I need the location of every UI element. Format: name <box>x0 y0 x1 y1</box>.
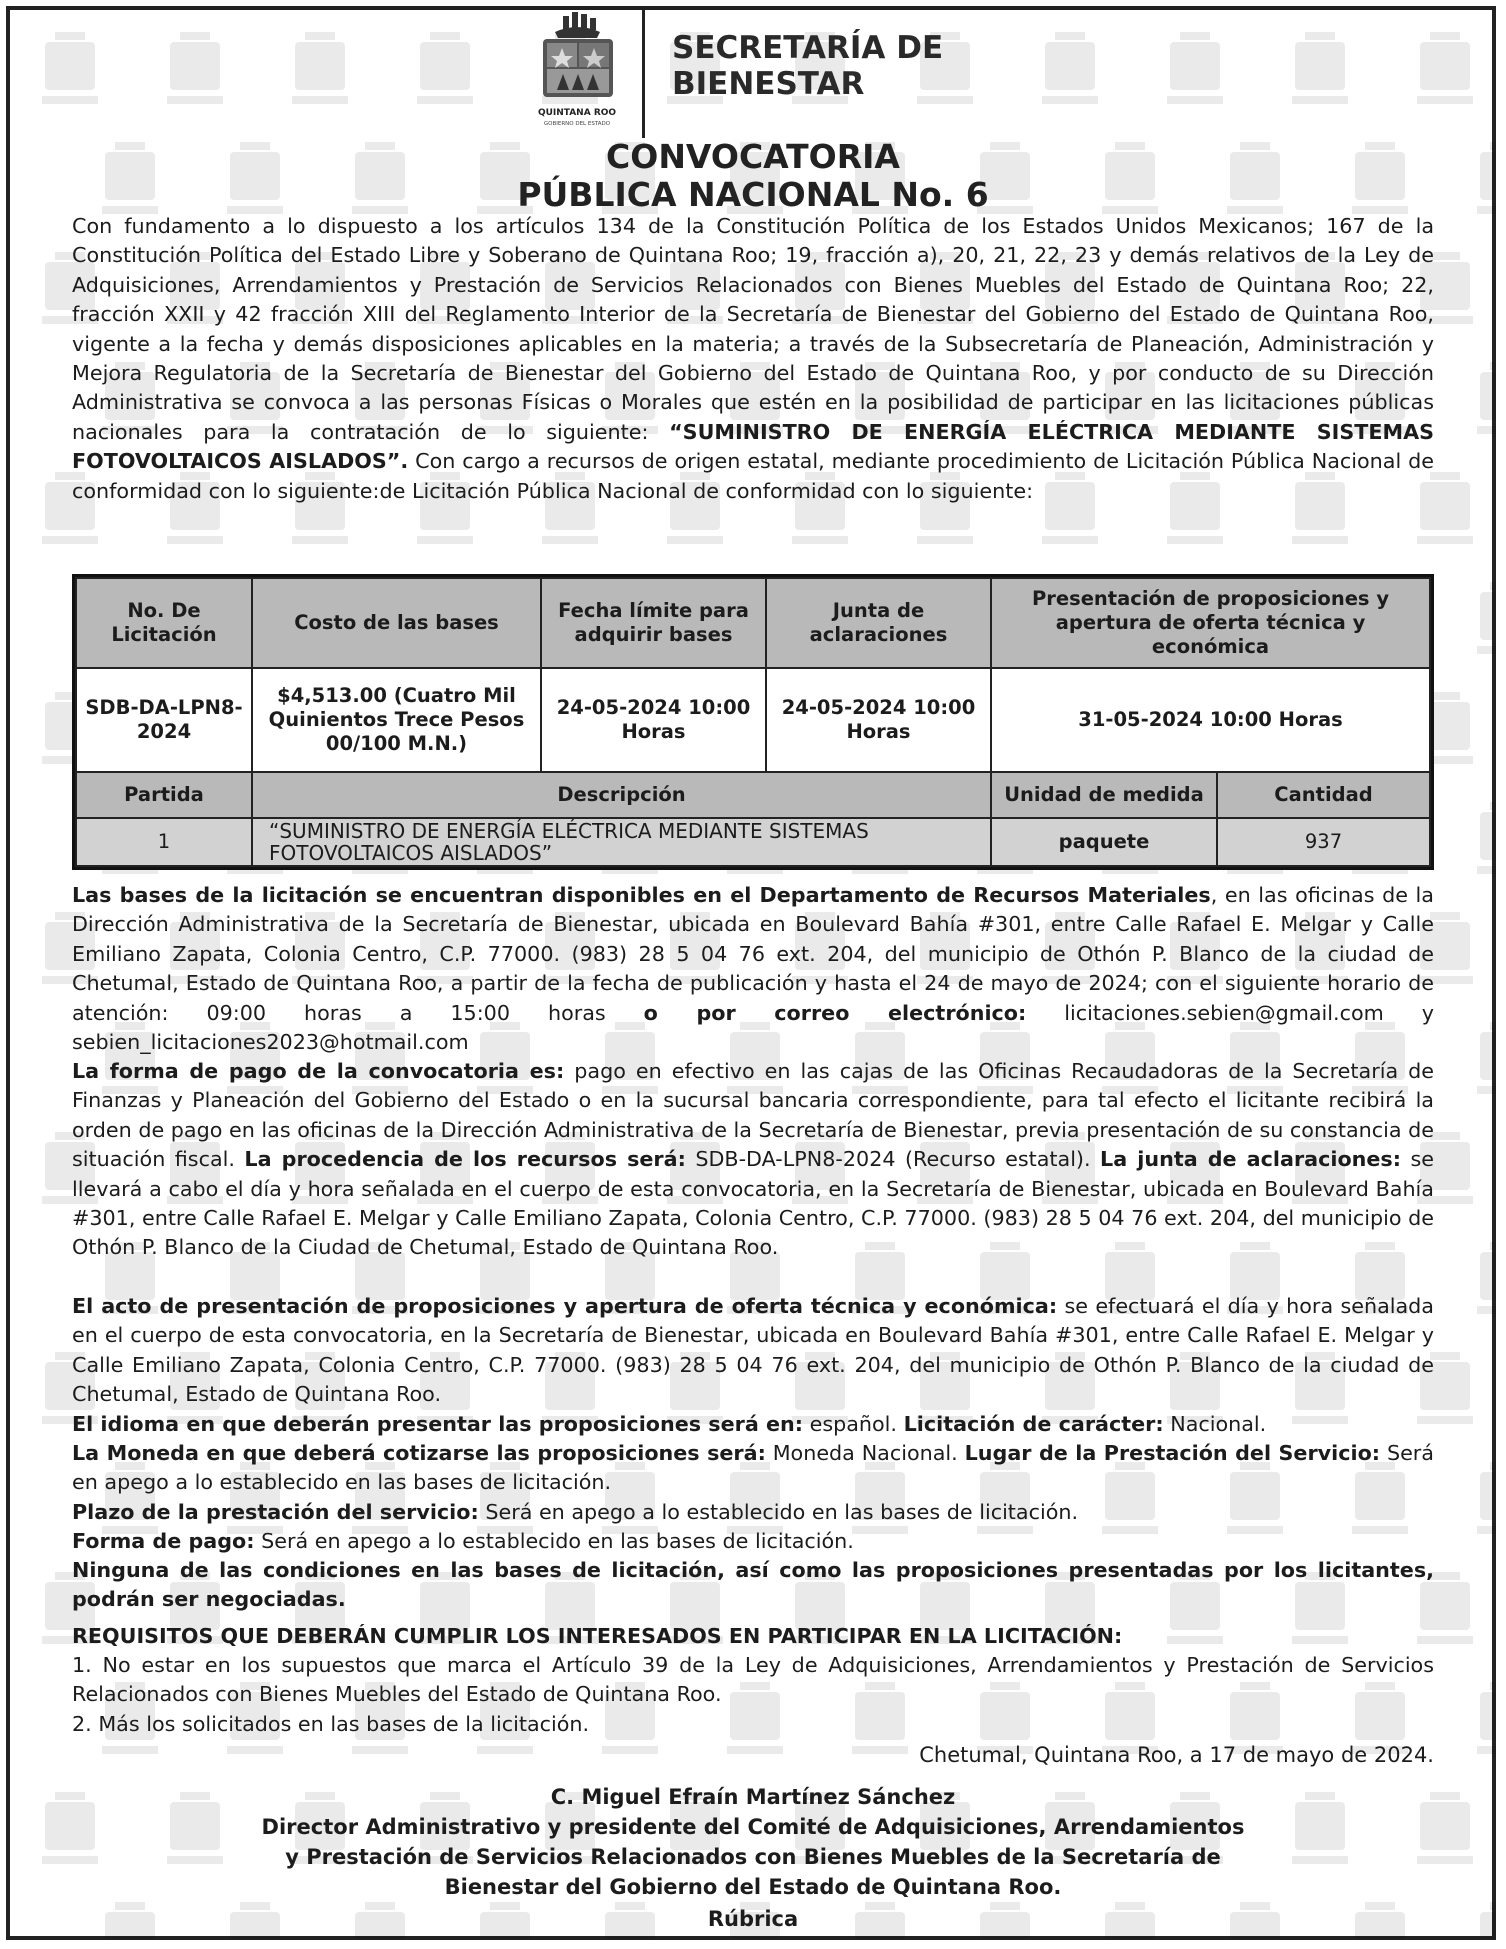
header-fecha-limite: Fecha límite para adquirir bases <box>541 578 766 668</box>
watermark-emblem-icon <box>1465 1680 1496 1770</box>
header-descripcion: Descripción <box>252 772 991 818</box>
signer-role-line-1: Director Administrativo y presidente del Comité de Adquisiciones, Arrendamientos <box>261 1815 1245 1839</box>
watermark-emblem-icon <box>405 30 485 120</box>
cell-licitacion: SDB-DA-LPN8-2024 <box>76 668 252 772</box>
header-cantidad: Cantidad <box>1217 772 1430 818</box>
state-coat-of-arms-logo <box>525 12 630 130</box>
watermark-emblem-icon <box>1155 30 1235 120</box>
cell-partida: 1 <box>76 818 252 866</box>
watermark-emblem-icon <box>1465 1460 1496 1550</box>
header-divider <box>642 10 645 138</box>
cell-unidad: paquete <box>991 818 1217 866</box>
watermark-emblem-icon <box>1465 1240 1496 1330</box>
table-row <box>76 668 1430 772</box>
negotiation-paragraph: Ninguna de las condiciones en las bases de licitación, así como las proposiciones presentadas por los licitantes, podrán ser negociadas. <box>72 1558 1434 1612</box>
cell-fecha-limite: 24-05-2024 10:00 Horas <box>541 668 766 772</box>
watermark-emblem-icon <box>1280 30 1360 120</box>
header-presentacion: Presentación de proposiciones y apertura de oferta técnica y económica <box>991 578 1430 668</box>
signer-role-line-2: y Prestación de Servicios Relacionados con Bienes Muebles de la Secretaría de <box>285 1845 1221 1869</box>
cell-presentacion: 31-05-2024 10:00 Horas <box>991 668 1430 772</box>
cell-junta: 24-05-2024 10:00 Horas <box>766 668 991 772</box>
watermark-emblem-icon <box>1465 140 1496 230</box>
watermark-emblem-icon <box>1465 580 1496 670</box>
watermark-emblem-icon <box>1465 800 1496 890</box>
header-costo: Costo de las bases <box>252 578 541 668</box>
header-licitacion: No. De Licitación <box>76 578 252 668</box>
cell-costo: $4,513.00 (Cuatro Mil Quinientos Trece Pesos 00/100 M.N.) <box>252 668 541 772</box>
signer-role-line-3: Bienestar del Gobierno del Estado de Quintana Roo. <box>444 1875 1062 1899</box>
table-header-row <box>76 578 1430 668</box>
term-paragraph: Plazo de la prestación del servicio: Será en apego a lo establecido en las bases de licitación. <box>72 1500 1079 1524</box>
payment-form-paragraph: Forma de pago: Será en apego a lo establecido en las bases de licitación. <box>72 1529 854 1553</box>
watermark-emblem-icon <box>280 30 360 120</box>
watermark-emblem-icon <box>155 30 235 120</box>
svg-text:QUINTANA ROO: QUINTANA ROO <box>537 108 617 118</box>
page-header <box>525 8 1125 133</box>
watermark-emblem-icon <box>30 30 110 120</box>
signer-name: C. Miguel Efraín Martínez Sánchez <box>550 1785 956 1809</box>
organization-name: SECRETARÍA DE BIENESTAR <box>672 30 944 102</box>
requirement-2: 2. Más los solicitados en las bases de la licitación. <box>72 1712 590 1736</box>
bases-paragraph: Las bases de la licitación se encuentran disponibles en el Departamento de Recursos Materiales, en las oficinas de la Dirección Administrativa de la Secretaría de Bienestar, ubicada en Boulevard Bahía #301, entre Calle Rafael E. Melgar y Calle Emiliano Zapata, Colonia Centro, C.P. 77000. (983) 28 5 04 76 ext. 204, del municipio de Othón P. Blanco de la ciudad de Chetumal, Estado de Quintana Roo, a partir de la fecha de publicación y hasta el 24 de mayo de 2024; con el siguiente horario de atención: 09:00 horas a 15:00 horas o por correo electrónico: licitaciones.sebien@gmail.com y sebien_licitaciones2023@hotmail.com <box>72 883 1434 1055</box>
presentation-paragraph: El acto de presentación de proposiciones y apertura de oferta técnica y económica: se efectuará el día y hora señalada en el cuerpo de esta convocatoria, en la Secretaría de Bienestar, ubicada en Boulevard Bahía #301, entre Calle Rafael E. Melgar y Calle Emiliano Zapata, Colonia Centro, C.P. 77000. (983) 28 5 04 76 ext. 204, del municipio de Othón P. Blanco de la ciudad de Chetumal, Estado de Quintana Roo. <box>72 1294 1434 1407</box>
cell-descripcion: “SUMINISTRO DE ENERGÍA ELÉCTRICA MEDIANTE SISTEMAS FOTOVOLTAICOS AISLADOS” <box>252 818 991 866</box>
table-item-row <box>76 818 1430 866</box>
convocatoria-subtitle: PÚBLICA NACIONAL No. 6 <box>517 175 989 214</box>
header-unidad: Unidad de medida <box>991 772 1217 818</box>
watermark-emblem-icon <box>1465 1900 1496 1939</box>
header-partida: Partida <box>76 772 252 818</box>
rubrica-label: Rúbrica <box>707 1907 799 1931</box>
place-date: Chetumal, Quintana Roo, a 17 de mayo de 2024. <box>919 1743 1434 1767</box>
payment-paragraph: La forma de pago de la convocatoria es: pago en efectivo en las cajas de las Oficinas Recaudadoras de la Secretaría de Finanzas y Planeación del Gobierno del Estado o en la sucursal bancaria correspondiente, para tal efecto el licitante recibirá la orden de pago en las oficinas de la Dirección Administrativa de la Secretaría de Bienestar, previa presentación de su constancia de situación fiscal. La procedencia de los recursos será: SDB-DA-LPN8-2024 (Recurso estatal). La junta de aclaraciones: se llevará a cabo el día y hora señalada en el cuerpo de esta convocatoria, en la Secretaría de Bienestar, ubicada en Boulevard Bahía #301, entre Calle Rafael E. Melgar y Calle Emiliano Zapata, Colonia Centro, C.P. 77000. (983) 28 5 04 76 ext. 204, del municipio de Othón P. Blanco de la Ciudad de Chetumal, Estado de Quintana Roo. <box>72 1059 1435 1260</box>
language-paragraph: El idioma en que deberán presentar las proposiciones será en: español. Licitación de carácter: Nacional. <box>72 1412 1267 1436</box>
watermark-emblem-icon <box>1465 1020 1496 1110</box>
convocatoria-title: CONVOCATORIA <box>606 137 900 176</box>
requirements-title: REQUISITOS QUE DEBERÁN CUMPLIR LOS INTERESADOS EN PARTICIPAR EN LA LICITACIÓN: <box>72 1624 1123 1648</box>
currency-paragraph: La Moneda en que deberá cotizarse las proposiciones será: Moneda Nacional. Lugar de la Prestación del Servicio: Será en apego a lo establecido en las bases de licitación. <box>72 1441 1434 1495</box>
intro-paragraph: Con fundamento a lo dispuesto a los artículos 134 de la Constitución Política de los Estados Unidos Mexicanos; 167 de la Constitución Política del Estado Libre y Soberano de Quintana Roo; 19, fracción a), 20, 21, 22, 23 y demás relativos de la Ley de Adquisiciones, Arrendamientos y Prestación de Servicios Relacionados con Bienes Muebles del Estado de Quintana Roo; 22, fracción XXII y 42 fracción XIII del Reglamento Interior de la Secretaría de Bienestar del Gobierno del Estado de Quintana Roo, vigente a la fecha y demás disposiciones aplicables en la materia; a través de la Subsecretaría de Planeación, Administración y Mejora Regulatoria de la Secretaría de Bienestar del Gobierno del Estado de Quintana Roo, y por conducto de su Dirección Administrativa se convoca a las personas Físicas o Morales que estén en la posibilidad de participar en las licitaciones públicas nacionales para la contratación de lo siguiente: “SUMINISTRO DE ENERGÍA ELÉCTRICA MEDIANTE SISTEMAS FOTOVOLTAICOS AISLADOS”. Con cargo a recursos de origen estatal, mediante procedimiento de Licitación Pública Nacional de conformidad con lo siguiente:de Licitación Pública Nacional de conformidad con lo siguiente: <box>72 214 1434 503</box>
header-junta: Junta de aclaraciones <box>766 578 991 668</box>
watermark-emblem-icon <box>1465 360 1496 450</box>
table-header-row-2 <box>76 772 1430 818</box>
bid-table <box>72 574 1434 870</box>
watermark-emblem-icon <box>1405 30 1485 120</box>
cell-cantidad: 937 <box>1217 818 1430 866</box>
requirement-1: 1. No estar en los supuestos que marca el Artículo 39 de la Ley de Adquisiciones, Arrendamientos y Prestación de Servicios Relacionados con Bienes Muebles del Estado de Quintana Roo. <box>72 1653 1434 1707</box>
svg-text:GOBIERNO DEL ESTADO: GOBIERNO DEL ESTADO <box>543 121 611 127</box>
